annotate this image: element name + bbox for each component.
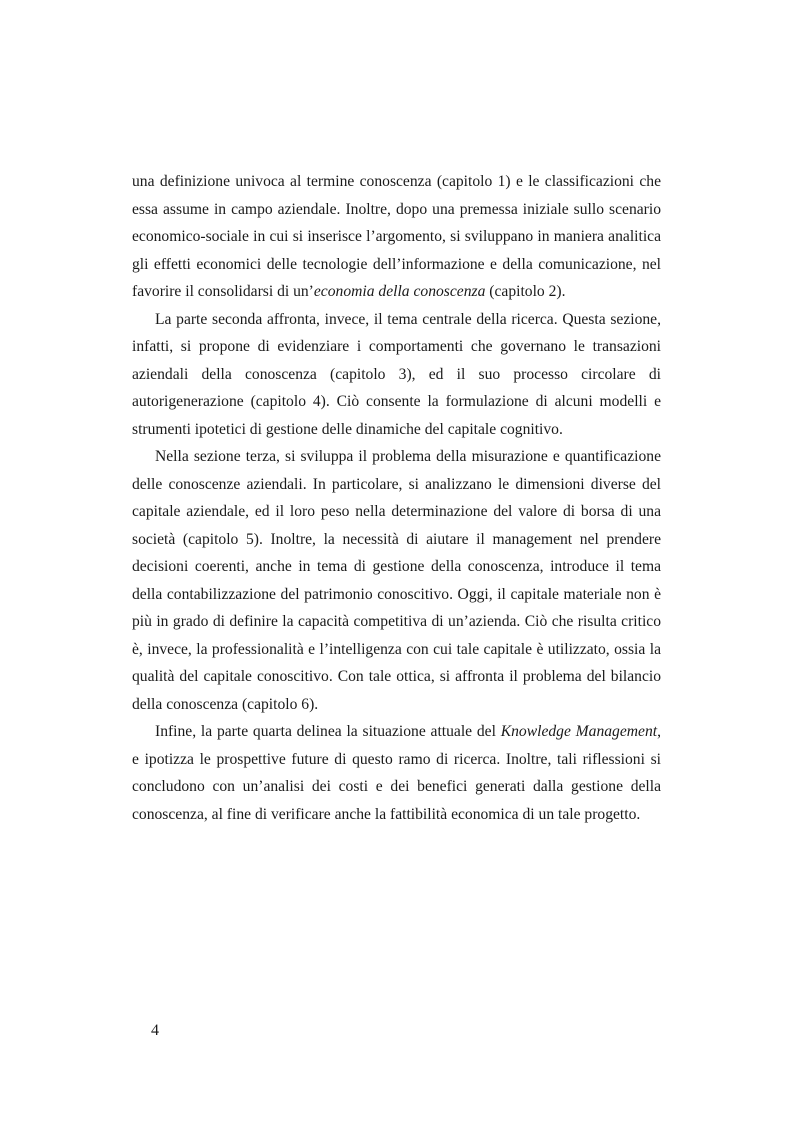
paragraph-part-four bbox=[132, 718, 661, 828]
paragraph-intro bbox=[132, 168, 661, 306]
paragraph-part-three-text: Nella sezione terza, si sviluppa il problema della misurazione e quantificazione delle conoscenze aziendali. In particolare, si analizzano le dimensioni diverse del capitale aziendale, ed il loro peso nella determinazione del valore di borsa di una società (capitolo 5). Inoltre, la necessità di aiutare il management nel prendere decisioni coerenti, anche in tema di gestione della conoscenza, introduce il tema della contabilizzazione del patrimonio conoscitivo. Oggi, il capitale materiale non è più in grado di definire la capacità competitiva di un’azienda. Ciò che risulta critico è, invece, la professionalità e l’intelligenza con cui tale capitale è utilizzato, ossia la qualità del capitale conoscitivo. Con tale ottica, si affronta il problema del bilancio della conoscenza (capitolo 6). bbox=[132, 448, 661, 713]
paragraph-part-two-text: La parte seconda affronta, invece, il tema centrale della ricerca. Questa sezione, infatti, si propone di evidenziare i comportamenti che governano le transazioni aziendali della conoscenza (capitolo 3), ed il suo processo circolare di autorigenerazione (capitolo 4). Ciò consente la formulazione di alcuni modelli e strumenti ipotetici di gestione delle dinamiche del capitale cognitivo. bbox=[132, 310, 661, 438]
paragraph-part-four-text: Infine, la parte quarta delinea la situazione attuale del bbox=[155, 723, 501, 740]
page-body bbox=[132, 168, 661, 828]
paragraph-part-two bbox=[132, 306, 661, 444]
paragraph-part-three bbox=[132, 443, 661, 718]
paragraph-intro-tail: (capitolo 2). bbox=[485, 283, 566, 300]
page-number: 4 bbox=[151, 1022, 159, 1039]
paragraph-part-four-tail: , e ipotizza le prospettive future di questo ramo di ricerca. Inoltre, tali riflessioni si concludono con un’analisi dei costi e dei benefici generati dalla gestione della conoscenza, al fine di verificare anche la fattibilità economica di un tale progetto. bbox=[132, 723, 661, 823]
emphasis-knowledge-management: Knowledge Management bbox=[500, 723, 658, 740]
emphasis-economia-della-conoscenza: economia della conoscenza bbox=[313, 283, 486, 300]
paragraph-intro-text: una definizione univoca al termine conoscenza (capitolo 1) e le classificazioni che essa assume in campo aziendale. Inoltre, dopo una premessa iniziale sullo scenario economico-sociale in cui si inserisce l’argomento, si sviluppano in maniera analitica gli effetti economici delle tecnologie dell’informazione e della comunicazione, nel favorire il consolidarsi di un’ bbox=[132, 173, 661, 300]
